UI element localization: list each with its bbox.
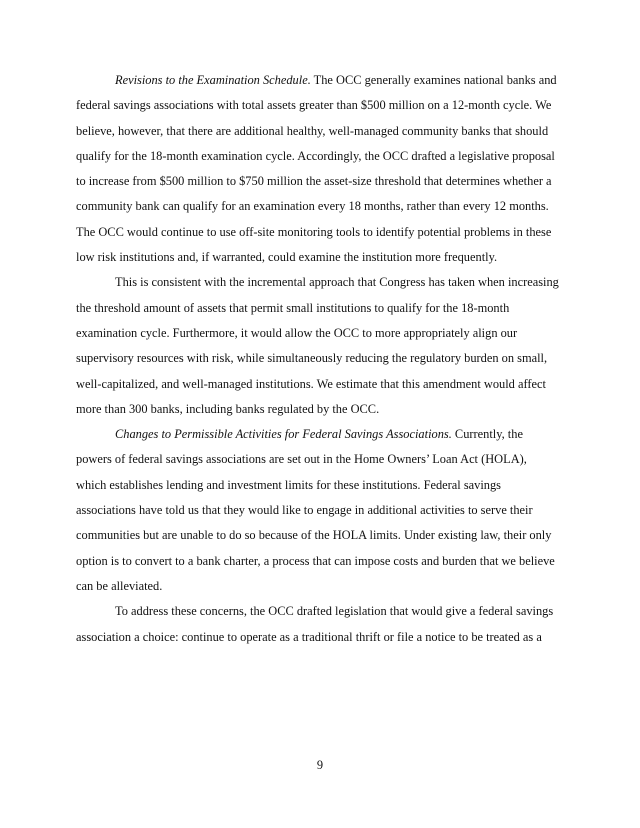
text-line: which establishes lending and investment limits for these institutions. Federal savings bbox=[76, 477, 502, 492]
paragraph-3-line-1 bbox=[76, 422, 562, 447]
section-heading-examination-schedule: Revisions to the Examination Schedule. bbox=[115, 73, 311, 87]
text-line: powers of federal savings associations are set out in the Home Owners’ Loan Act (HOLA), bbox=[76, 452, 527, 467]
text-line: association a choice: continue to operate as a traditional thrift or file a notice to be treated as a bbox=[76, 629, 542, 644]
text-line: Currently, the bbox=[451, 427, 523, 442]
text-line: low risk institutions and, if warranted, could examine the institution more frequently. bbox=[76, 250, 498, 265]
page-number: 9 bbox=[316, 758, 324, 772]
text-line: qualify for the 18-month examination cycle. Accordingly, the OCC drafted a legislative proposal bbox=[76, 148, 555, 163]
text-line: more than 300 banks, including banks regulated by the OCC. bbox=[76, 401, 380, 416]
text-line: well-capitalized, and well-managed institutions. We estimate that this amendment would affect bbox=[76, 376, 546, 391]
text-line: associations have told us that they would like to engage in additional activities to serve their bbox=[76, 503, 533, 518]
text-line: federal savings associations with total assets greater than $500 million on a 12-month cycle. We bbox=[76, 98, 552, 113]
text-line: communities but are unable to do so because of the HOLA limits. Under existing law, their only bbox=[76, 528, 552, 543]
text-line: examination cycle. Furthermore, it would allow the OCC to more appropriately align our bbox=[76, 325, 518, 340]
text-line: community bank can qualify for an examination every 18 months, rather than every 12 months. bbox=[76, 199, 549, 214]
body-text bbox=[76, 68, 562, 650]
text-line: the threshold amount of assets that permit small institutions to qualify for the 18-month bbox=[76, 300, 510, 315]
text-line: believe, however, that there are additional healthy, well-managed community banks that should bbox=[76, 123, 549, 138]
text-line: The OCC would continue to use off-site monitoring tools to identify potential problems in these bbox=[76, 224, 552, 239]
text-line: option is to convert to a bank charter, a process that can impose costs and burden that we believe bbox=[76, 553, 555, 568]
section-heading-permissible-activities: Changes to Permissible Activities for Federal Savings Associations. bbox=[115, 427, 452, 442]
text-line: supervisory resources with risk, while simultaneously reducing the regulatory burden on small, bbox=[76, 351, 548, 366]
text-line: can be alleviated. bbox=[76, 578, 163, 593]
text-line: The OCC generally examines national banks and bbox=[310, 73, 557, 87]
text-line: This is consistent with the incremental approach that Congress has taken when increasing bbox=[115, 275, 559, 290]
text-line: to increase from $500 million to $750 million the asset-size threshold that determines whether a bbox=[76, 174, 552, 189]
paragraph-1-line-1 bbox=[76, 68, 562, 93]
text-line: To address these concerns, the OCC drafted legislation that would give a federal savings bbox=[115, 604, 554, 619]
